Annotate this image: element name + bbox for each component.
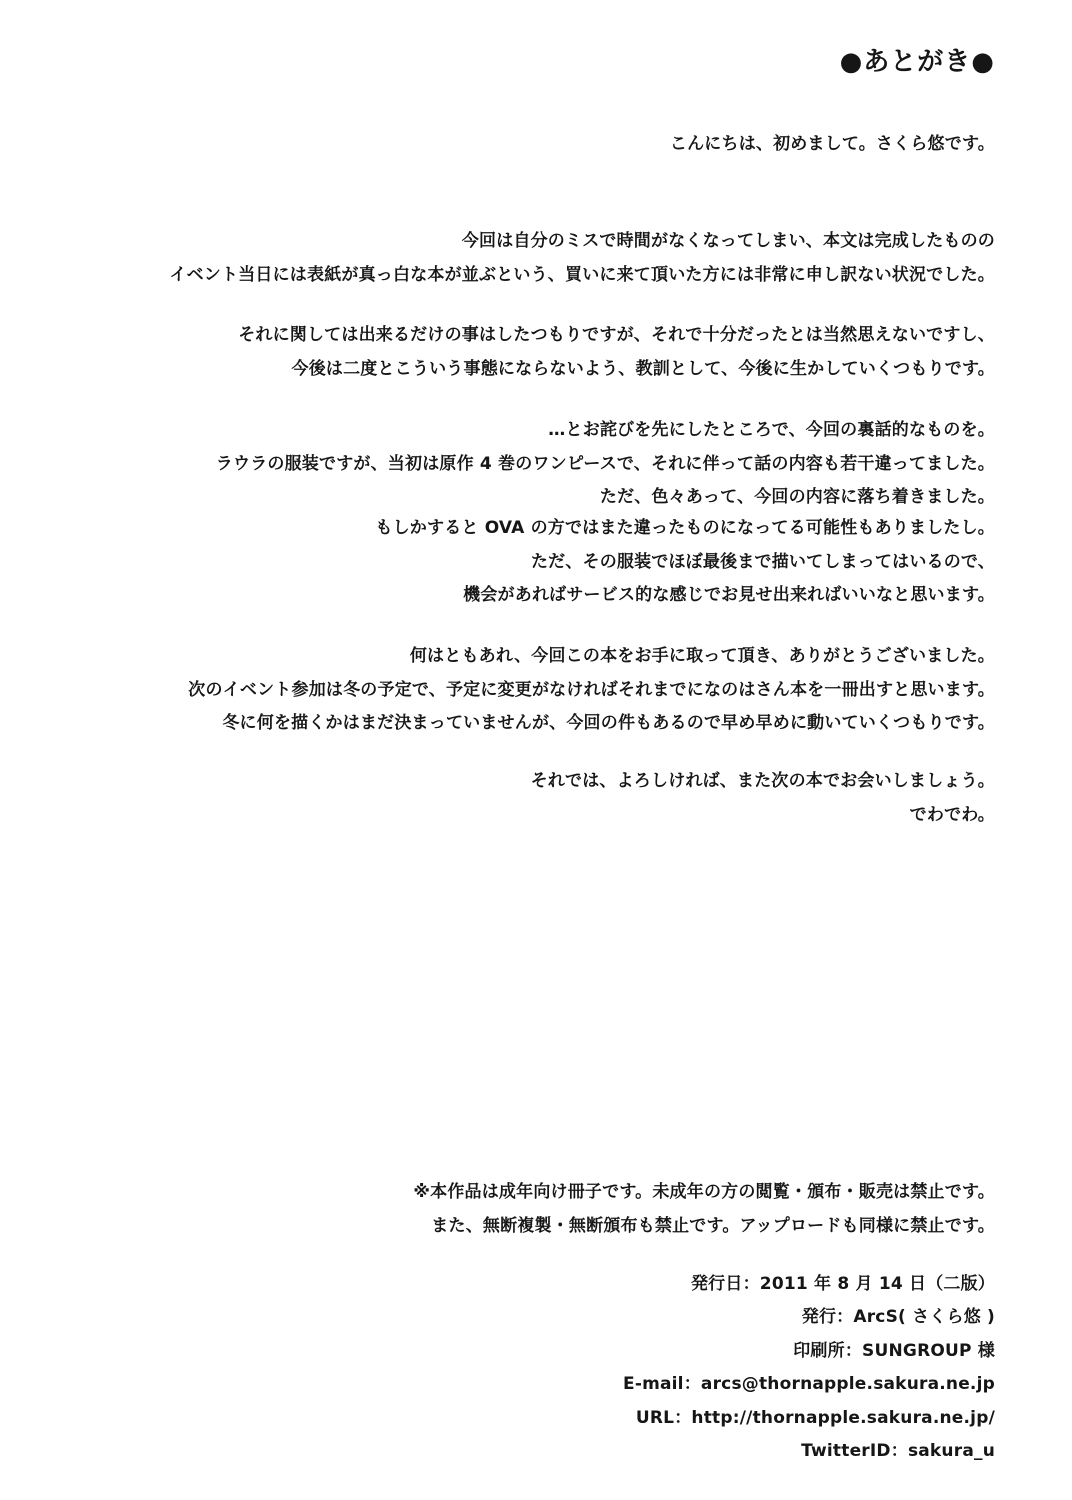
colophon-line-email — [40, 1368, 995, 1401]
colophon-label: 印刷所 — [793, 1340, 845, 1361]
paragraph-line: …とお詫びを先にしたところで、今回の裏話的なものを。 — [548, 420, 995, 440]
colophon-line-twitter-id — [40, 1435, 995, 1468]
colophon-label: E-mail — [623, 1374, 684, 1395]
paragraph-line: もしかすると OVA の方ではまた違ったものになってる可能性もありましたし。 — [375, 518, 995, 538]
paragraph-line: でわでわ。 — [909, 804, 995, 825]
paragraph-line: ただ、色々あって、今回の内容に落ち着きました。 — [599, 487, 995, 507]
colophon-separator: ： — [683, 1374, 701, 1395]
colophon-value: http://thornapple.sakura.ne.jp/ — [691, 1407, 995, 1428]
paragraph-line: イベント当日には表紙が真っ白な本が並ぶという、買いに来て頂いた方には非常に申し訳ない状況でした。 — [169, 264, 995, 285]
colophon-label: URL — [635, 1407, 675, 1428]
colophon-line-publish-date — [40, 1268, 995, 1301]
paragraph-line: 次のイベント参加は冬の予定で、予定に変更がなければそれまでになのはさん本を一冊出すと思います。 — [188, 679, 995, 700]
paragraph-farewell — [40, 765, 995, 832]
colophon-value: arcs@thornapple.sakura.ne.jp — [700, 1374, 995, 1395]
page-title: ●あとがき● — [839, 47, 995, 77]
colophon-separator: ： — [674, 1407, 692, 1428]
paragraph-line: 今後は二度とこういう事態にならないよう、教訓として、今後に生かしていくつもりです。 — [291, 358, 995, 379]
colophon-separator: ： — [742, 1274, 760, 1294]
greeting-line: こんにちは、初めまして。さくら悠です。 — [669, 134, 995, 154]
adult-content-disclaimer — [40, 1176, 995, 1243]
paragraph-line: 冬に何を描くかはまだ決まっていませんが、今回の件もあるので早め早めに動いていくつもりです。 — [222, 713, 995, 733]
paragraph-line: ラウラの服装ですが、当初は原作 4 巻のワンピースで、それに伴って話の内容も若干違ってました。 — [215, 453, 995, 474]
paragraph-line: 何はともあれ、今回この本をお手に取って頂き、ありがとうございました。 — [409, 646, 995, 666]
colophon-separator: ： — [890, 1441, 908, 1462]
paragraph-line: 機会があればサービス的な感じでお見せ出来ればいいなと思います。 — [463, 585, 995, 605]
colophon-value: sakura_u — [907, 1441, 995, 1462]
paragraph-lesson — [40, 319, 995, 386]
colophon-label: 発行 — [801, 1307, 837, 1328]
colophon-value: 2011 年 8 月 14 日（二版） — [759, 1274, 995, 1294]
paragraph-line: それに関しては出来るだけの事はしたつもりですが、それで十分だったとは当然思えないですし、 — [238, 325, 995, 345]
colophon-separator: ： — [836, 1307, 854, 1328]
colophon-line-url — [40, 1402, 995, 1435]
paragraph-ova-costume — [40, 512, 995, 613]
colophon-line-printer — [40, 1335, 995, 1368]
colophon-label: 発行日 — [690, 1274, 743, 1294]
colophon-separator: ： — [844, 1340, 863, 1361]
colophon-label: TwitterID — [801, 1441, 891, 1462]
paragraph-line: ただ、その服装でほぼ最後まで描いてしまってはいるので、 — [530, 551, 995, 572]
colophon-value: ArcS( さくら悠 ) — [853, 1307, 995, 1328]
disclaimer-line: ※本作品は成年向け冊子です。未成年の方の閲覧・頒布・販売は禁止です。 — [413, 1182, 995, 1202]
disclaimer-line: また、無断複製・無断頒布も禁止です。アップロードも同様に禁止です。 — [431, 1215, 995, 1236]
paragraph-line: それでは、よろしければ、また次の本でお会いしましょう。 — [530, 771, 995, 791]
paragraph-behind-story — [40, 414, 995, 515]
colophon-section — [40, 1268, 995, 1468]
colophon-value: SUNGROUP 様 — [862, 1340, 995, 1361]
paragraph-apology-intro — [40, 225, 995, 292]
paragraph-thanks-next-event — [40, 640, 995, 741]
paragraph-line: 今回は自分のミスで時間がなくなってしまい、本文は完成したものの — [461, 231, 995, 251]
colophon-line-publisher — [40, 1301, 995, 1334]
